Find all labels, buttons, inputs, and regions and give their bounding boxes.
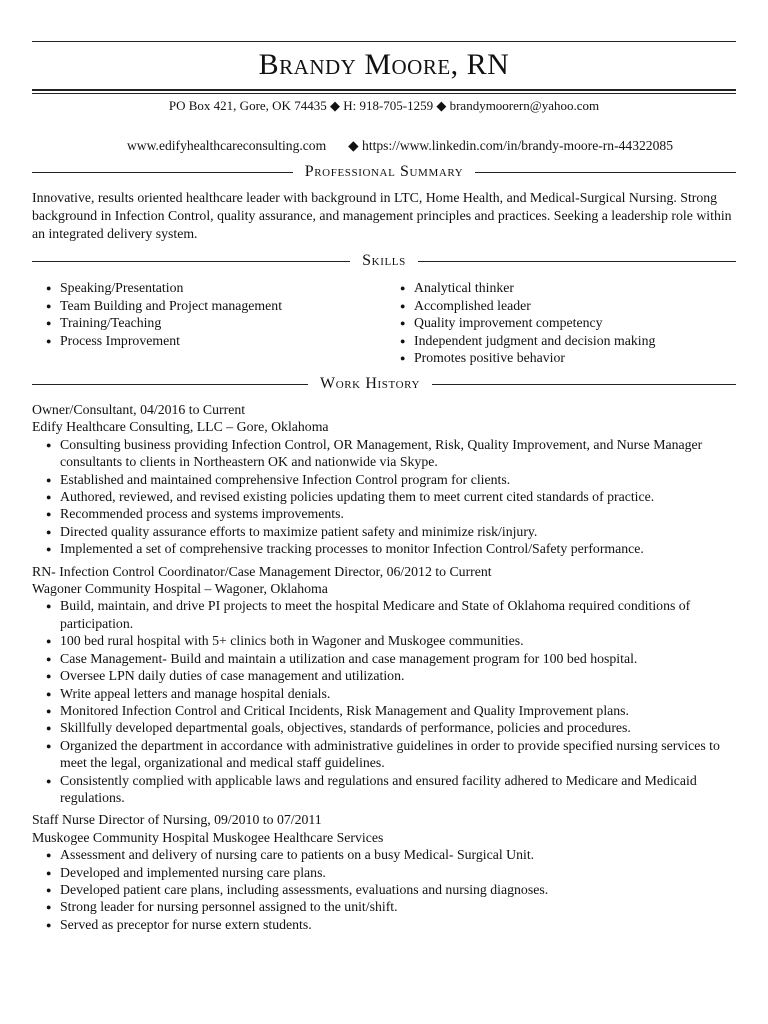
bullet-item: ● Independent judgment and decision making xyxy=(400,332,736,350)
bullet-item: ● Build, maintain, and drive PI projects to meet the hospital Medicare and State of Oklahoma required conditions of participation. xyxy=(46,597,736,632)
bullet-item: ● Developed and implemented nursing care plans. xyxy=(46,864,736,881)
heading-line-left xyxy=(32,261,350,262)
work-heading-title: Work History xyxy=(320,375,420,392)
job-title: Staff Nurse Director of Nursing, 09/2010 to 07/2011 xyxy=(32,812,322,828)
bullet-item: ● Authored, reviewed, and revised existing policies updating them to meet current cited standards of practice. xyxy=(46,488,736,505)
skills-column-left xyxy=(46,279,376,349)
job-entry xyxy=(32,401,736,558)
job-entry xyxy=(32,811,736,933)
bullet-item: ● Skillfully developed departmental goals, objectives, standards of performance, policies and procedures. xyxy=(46,719,736,736)
work-heading xyxy=(32,375,736,393)
bullet-item: ● Promotes positive behavior xyxy=(400,349,736,367)
job-bullets xyxy=(46,597,736,806)
job-bullets xyxy=(46,846,736,933)
skills-heading-title: Skills xyxy=(362,252,406,269)
job-organization: Wagoner Community Hospital – Wagoner, Oklahoma xyxy=(32,581,328,597)
job-bullets xyxy=(46,436,736,558)
bullet-item: ● Strong leader for nursing personnel assigned to the unit/shift. xyxy=(46,898,736,915)
web-links-line xyxy=(0,137,768,155)
bullet-item: ● Consistently complied with applicable laws and regulations and ensured facility adhered to Medicare and Medicaid regulations. xyxy=(46,772,736,807)
bullet-item: ● 100 bed rural hospital with 5+ clinics both in Wagoner and Muskogee communities. xyxy=(46,632,736,649)
bullet-item: ● Team Building and Project management xyxy=(46,297,376,315)
job-organization: Edify Healthcare Consulting, LLC – Gore, Oklahoma xyxy=(32,419,329,435)
bullet-item: ● Directed quality assurance efforts to maximize patient safety and minimize risk/injury. xyxy=(46,523,736,540)
header-rule-thin xyxy=(32,93,736,94)
bullet-item: ● Speaking/Presentation xyxy=(46,279,376,297)
bullet-item: ● Developed patient care plans, including assessments, evaluations and nursing diagnoses. xyxy=(46,881,736,898)
bullet-item: ● Monitored Infection Control and Critical Incidents, Risk Management and Quality Improvement plans. xyxy=(46,702,736,719)
skills-heading xyxy=(32,252,736,270)
job-title: Owner/Consultant, 04/2016 to Current xyxy=(32,402,246,417)
heading-line-right xyxy=(432,384,736,385)
heading-line-right xyxy=(418,261,736,262)
heading-line-left xyxy=(32,172,293,173)
bullet-item: ● Write appeal letters and manage hospital denials. xyxy=(46,685,736,702)
summary-heading-title: Professional Summary xyxy=(304,163,464,180)
candidate-name: Brandy Moore, RN xyxy=(258,48,510,81)
job-entry xyxy=(32,563,736,807)
linkedin-link[interactable]: ◆ https://www.linkedin.com/in/brandy-moore-rn-44322085 xyxy=(348,138,673,153)
skills-column-right xyxy=(400,279,736,367)
bullet-item: ● Case Management- Build and maintain a utilization and case management program for 100 bed hospital. xyxy=(46,650,736,667)
bullet-item: ● Established and maintained comprehensive Infection Control program for clients. xyxy=(46,471,736,488)
job-organization: Muskogee Community Hospital Muskogee Healthcare Services xyxy=(32,829,384,845)
bullet-item: ● Organized the department in accordance with administrative guidelines in order to provide specified nursing services to meet the legal, organizational and medical staff guidelines. xyxy=(46,737,736,772)
header-rule-thick xyxy=(32,89,736,91)
bullet-item: ● Oversee LPN daily duties of case management and utilization. xyxy=(46,667,736,684)
summary-text: Innovative, results oriented healthcare leader with background in LTC, Home Health, and Medical-Surgical Nursing. Strong background in Infection Control, quality assurance, and management principles and practices. Seeking a leadership role within an integrated delivery system. xyxy=(32,190,732,241)
bullet-item: ● Accomplished leader xyxy=(400,297,736,315)
bullet-item: ● Recommended process and systems improvements. xyxy=(46,505,736,522)
bullet-item: ● Assessment and delivery of nursing care to patients on a busy Medical- Surgical Unit. xyxy=(46,846,736,863)
top-rule xyxy=(32,41,736,42)
bullet-item: ● Implemented a set of comprehensive tracking processes to monitor Infection Control/Safety performance. xyxy=(46,540,736,557)
contact-line: PO Box 421, Gore, OK 74435 ◆ H: 918-705-1259 ◆ brandymoorern@yahoo.com xyxy=(168,98,600,113)
bullet-item: ● Analytical thinker xyxy=(400,279,736,297)
bullet-item: ● Training/Teaching xyxy=(46,314,376,332)
heading-line-right xyxy=(475,172,736,173)
summary-heading xyxy=(32,163,736,181)
job-title: RN- Infection Control Coordinator/Case Management Director, 06/2012 to Current xyxy=(32,563,492,579)
bullet-item: ● Process Improvement xyxy=(46,332,376,350)
bullet-item: ● Served as preceptor for nurse extern students. xyxy=(46,916,736,933)
bullet-item: ● Quality improvement competency xyxy=(400,314,736,332)
bullet-item: ● Consulting business providing Infection Control, OR Management, Risk, Quality Improvement, and Nurse Manager consultants to clients in Northeastern OK and nationwide via Skype. xyxy=(46,436,736,471)
heading-line-left xyxy=(32,384,308,385)
website-link[interactable]: www.edifyhealthcareconsulting.com xyxy=(126,138,327,153)
work-history xyxy=(32,401,736,933)
